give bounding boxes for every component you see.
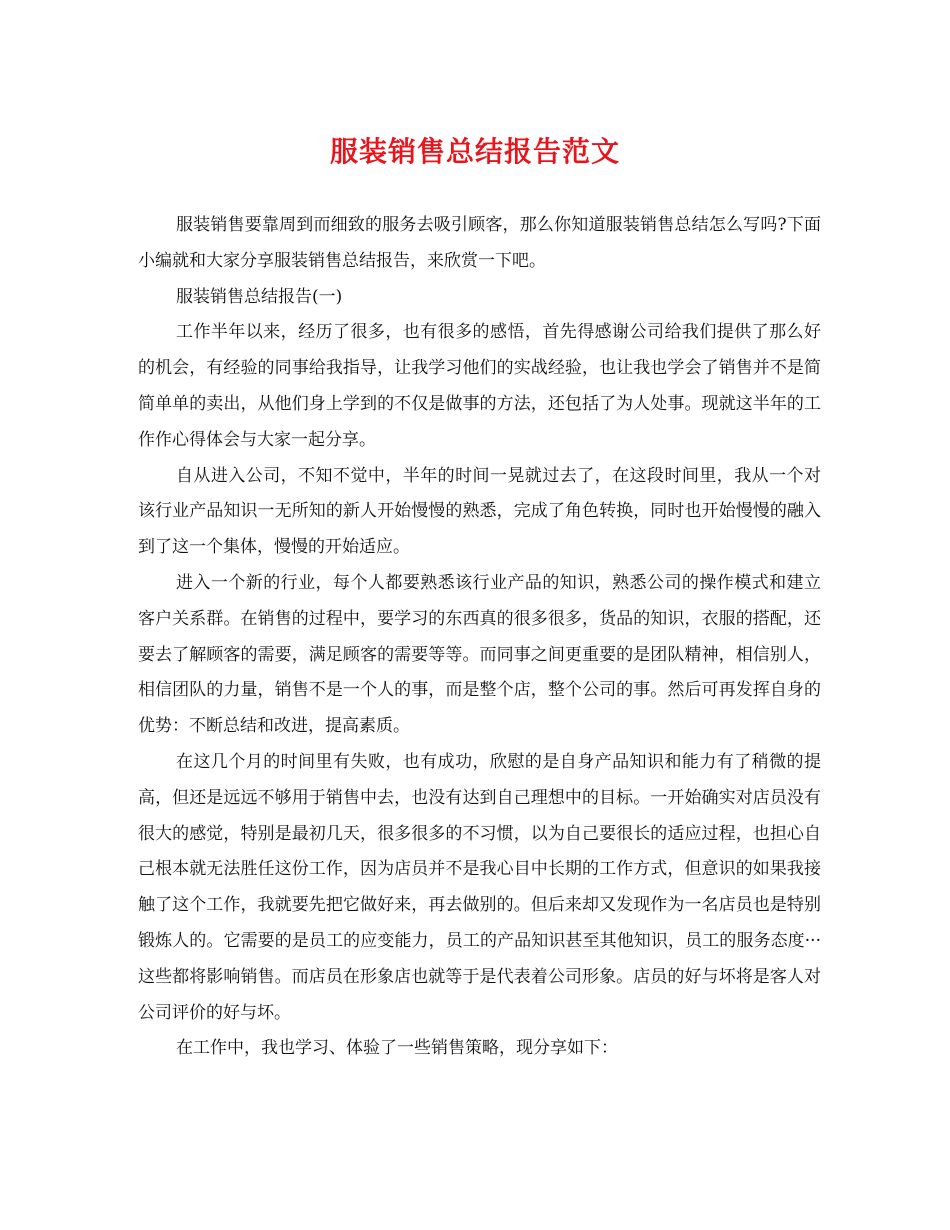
document-title: 服装销售总结报告范文	[329, 135, 620, 168]
body-paragraph: 在工作中，我也学习、体验了一些销售策略，现分享如下：	[176, 1038, 618, 1059]
body-paragraph: 工作半年以来，经历了很多，也有很多的感悟，首先得感谢公司给我们提供了那么好的机会，有经验的同事给我指导，让我学习他们的实战经验，也让我也学会了销售并不是简简单单的卖出，从他们身上学到的不仅是做事的方法，还包括了为人处事。现就这半年的工作作心得体会与大家一起分享。	[138, 322, 821, 450]
body-paragraph: 进入一个新的行业，每个人都要熟悉该行业产品的知识，熟悉公司的操作模式和建立客户关系群。在销售的过程中，要学习的东西真的很多很多，货品的知识，衣服的搭配，还要去了解顾客的需要，满足顾客的需要等等。而同事之间更重要的是团队精神，相信别人，相信团队的力量，销售不是一个人的事，而是整个店，整个公司的事。然后可再发挥自身的优势：不断总结和改进，提高素质。	[138, 572, 821, 737]
body-paragraph: 在这几个月的时间里有失败，也有成功，欣慰的是自身产品知识和能力有了稍微的提高，但还是远远不够用于销售中去，也没有达到自己理想中的目标。一开始确实对店员没有很大的感觉，特别是最初几天，很多很多的不习惯，以为自己要很长的适应过程，也担心自己根本就无法胜任这份工作，因为店员并不是我心目中长期的工作方式，但意识的如果我接触了这个工作，我就要先把它做好来，再去做别的。但后来却又发现作为一名店员也是特别锻炼人的。它需要的是员工的应变能力，员工的产品知识甚至其他知识，员工的服务态度···这些都将影响销售。而店员在形象店也就等于是代表着公司形象。店员的好与坏将是客人对公司评价的好与坏。	[138, 751, 821, 1023]
section-heading: 服装销售总结报告(一)	[176, 286, 343, 307]
intro-paragraph: 服装销售要靠周到而细致的服务去吸引顾客，那么你知道服装销售总结怎么写吗?下面小编就和大家分享服装销售总结报告，来欣赏一下吧。	[138, 215, 821, 271]
document-body	[138, 208, 821, 1067]
body-paragraph: 自从进入公司，不知不觉中，半年的时间一晃就过去了，在这段时间里，我从一个对该行业产品知识一无所知的新人开始慢慢的熟悉，完成了角色转换，同时也开始慢慢的融入到了这一个集体，慢慢的开始适应。	[138, 465, 821, 558]
